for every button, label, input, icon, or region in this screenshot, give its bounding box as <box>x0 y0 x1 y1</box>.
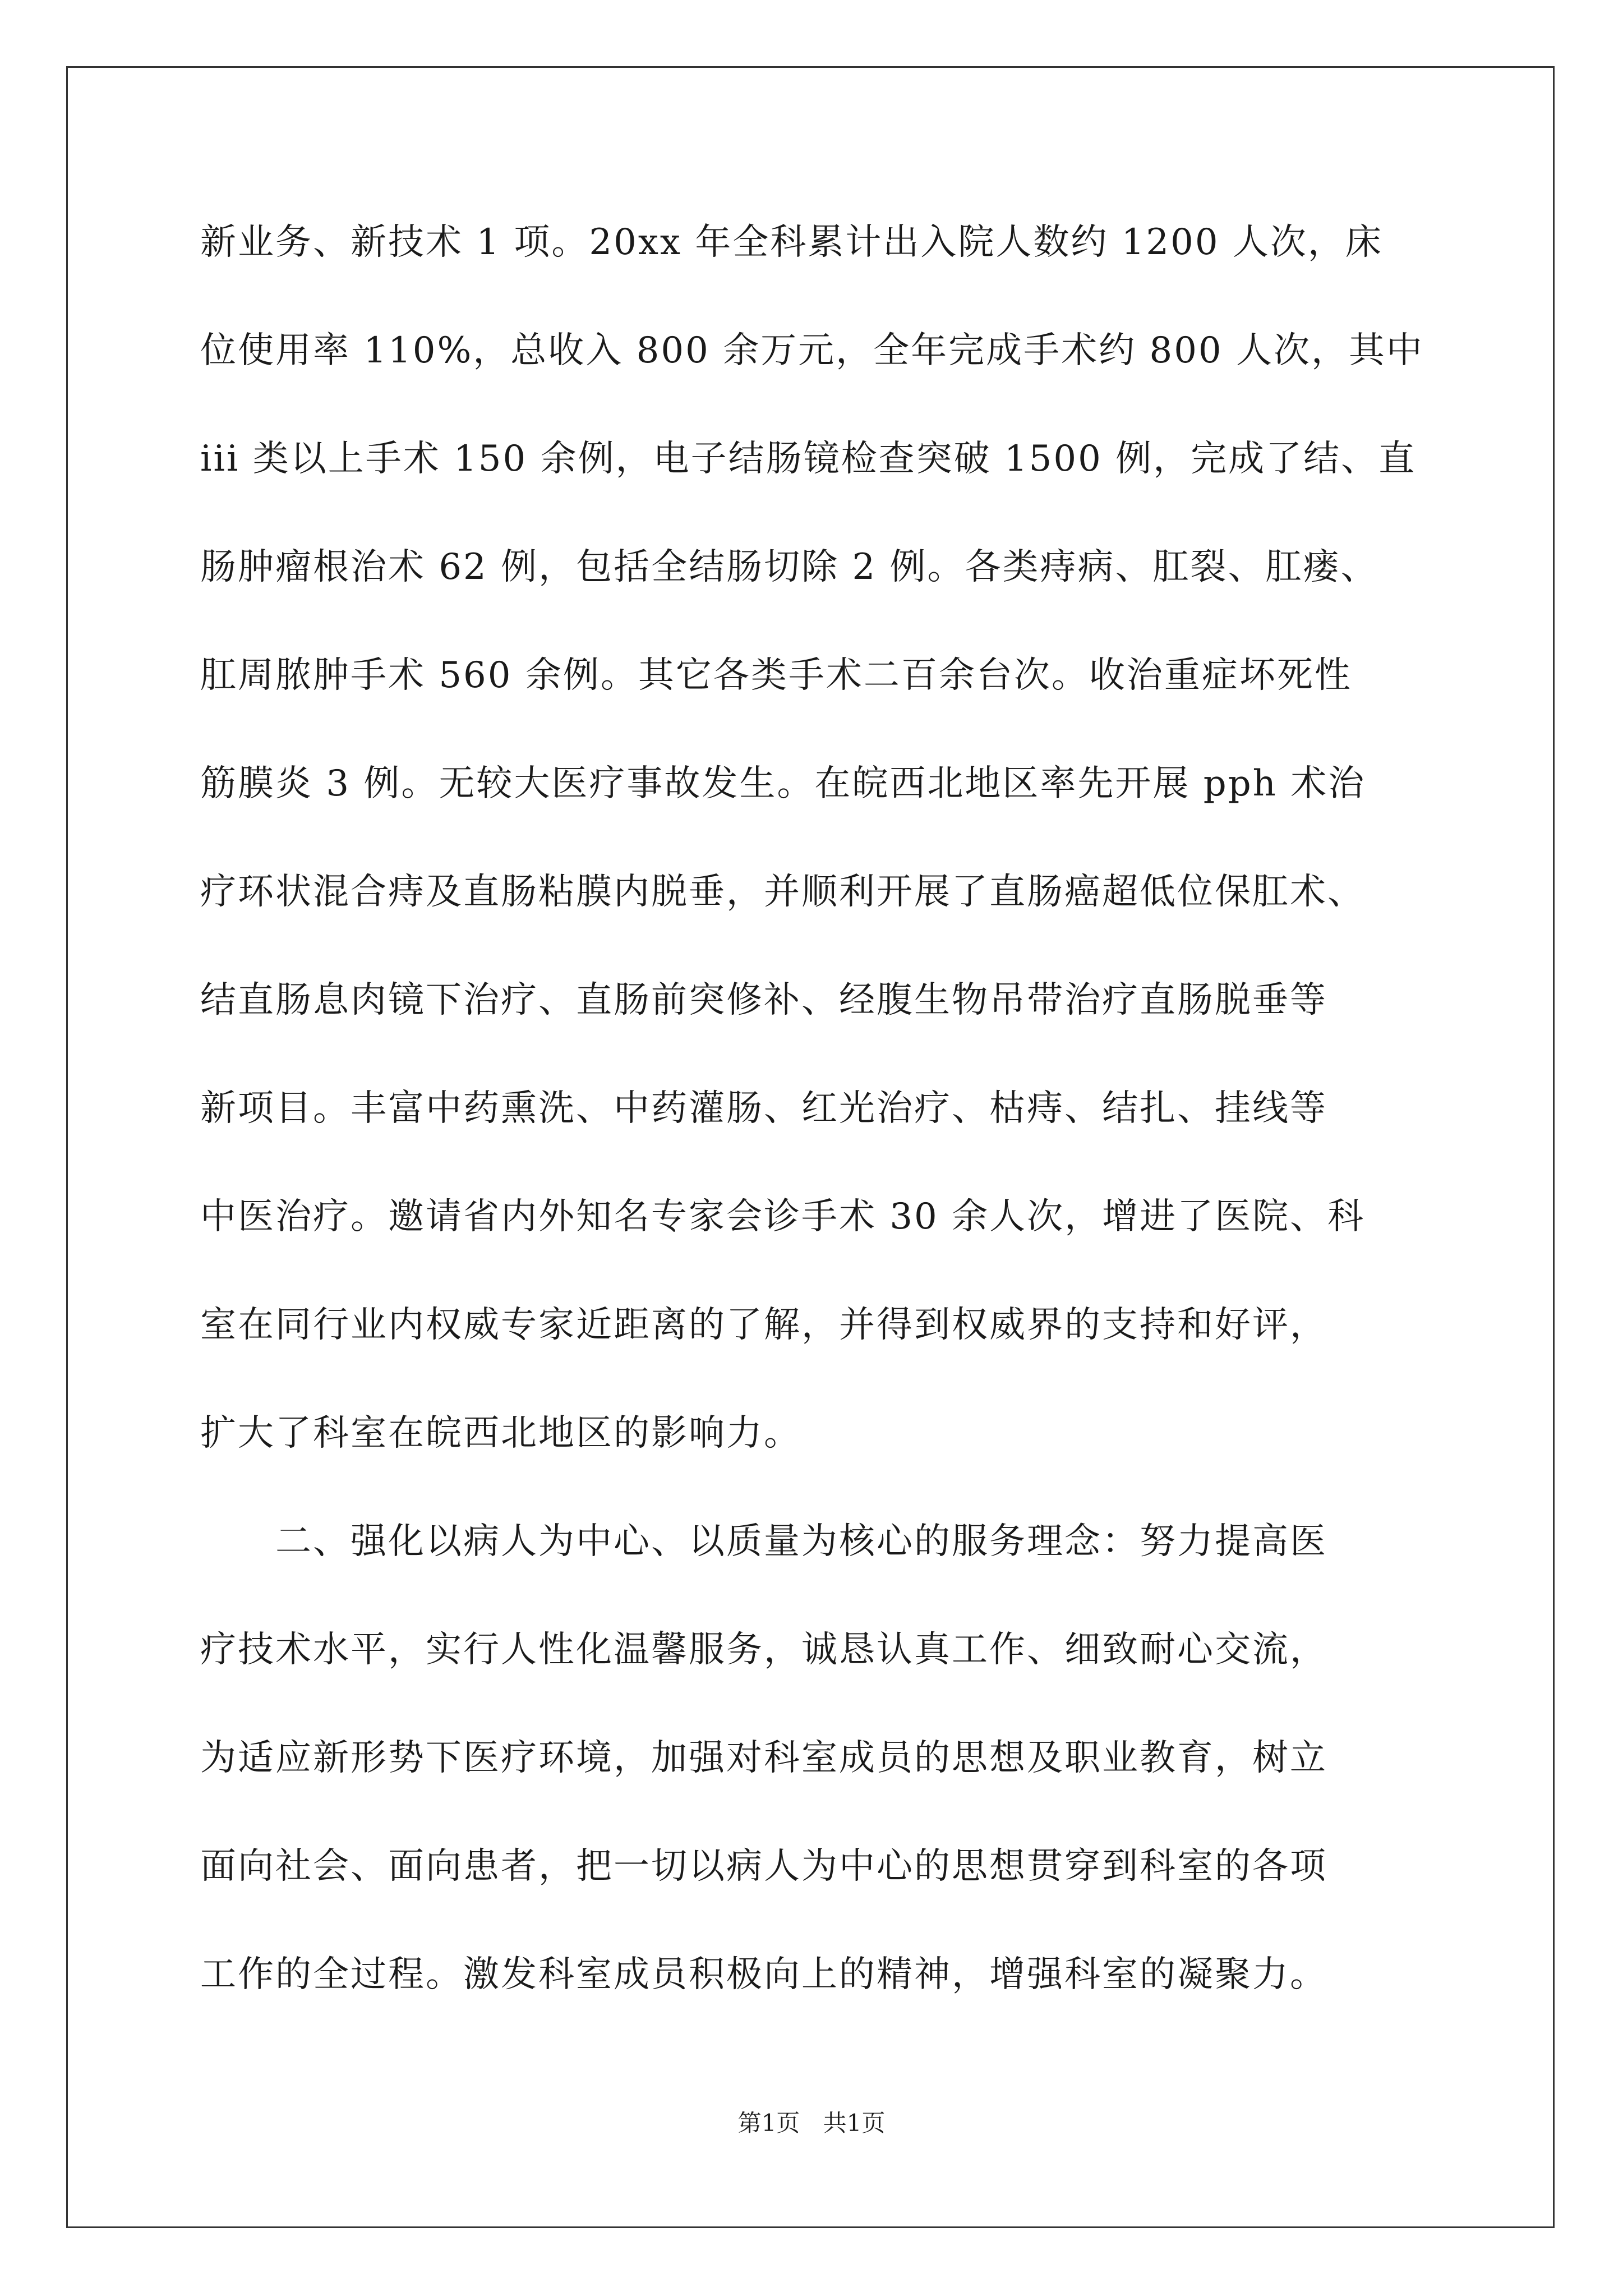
text-line: 室在同行业内权威专家近距离的了解，并得到权威界的支持和好评， <box>200 1304 1327 1346</box>
page-total: 共1页 <box>823 2109 886 2137</box>
page-number: 第1页 <box>737 2109 800 2137</box>
text-line: 结直肠息肉镜下治疗、直肠前突修补、经腹生物吊带治疗直肠脱垂等 <box>200 979 1327 1021</box>
text-line: 肛周脓肿手术 560 余例。其它各类手术二百余台次。收治重症坏死性 <box>200 655 1352 696</box>
page-border <box>66 66 1555 2228</box>
page-footer <box>0 2106 1623 2140</box>
text-line: 疗环状混合痔及直肠粘膜内脱垂，并顺利开展了直肠癌超低位保肛术、 <box>200 871 1365 913</box>
text-line: 为适应新形势下医疗环境，加强对科室成员的思想及职业教育，树立 <box>200 1737 1327 1779</box>
text-line: 扩大了科室在皖西北地区的影响力。 <box>200 1412 801 1454</box>
section-heading-line: 二、强化以病人为中心、以质量为核心的服务理念：努力提高医 <box>275 1521 1327 1562</box>
text-line: 位使用率 110%，总收入 800 余万元，全年完成手术约 800 人次，其中 <box>200 330 1424 371</box>
text-line: 中医治疗。邀请省内外知名专家会诊手术 30 余人次，增进了医院、科 <box>200 1196 1366 1237</box>
text-line: 新业务、新技术 1 项。20xx 年全科累计出入院人数约 1200 人次，床 <box>200 222 1383 263</box>
text-line: 肠肿瘤根治术 62 例，包括全结肠切除 2 例。各类痔病、肛裂、肛瘘、 <box>200 546 1378 588</box>
text-line: 面向社会、面向患者，把一切以病人为中心的思想贯穿到科室的各项 <box>200 1846 1327 1887</box>
text-line: 筋膜炎 3 例。无较大医疗事故发生。在皖西北地区率先开展 pph 术治 <box>200 763 1366 804</box>
text-line: 疗技术水平，实行人性化温馨服务，诚恳认真工作、细致耐心交流， <box>200 1629 1327 1671</box>
text-line: 工作的全过程。激发科室成员积极向上的精神，增强科室的凝聚力。 <box>200 1954 1327 1995</box>
text-line: iii 类以上手术 150 余例，电子结肠镜检查突破 1500 例，完成了结、直 <box>200 438 1417 480</box>
text-line: 新项目。丰富中药熏洗、中药灌肠、红光治疗、枯痔、结扎、挂线等 <box>200 1088 1327 1129</box>
